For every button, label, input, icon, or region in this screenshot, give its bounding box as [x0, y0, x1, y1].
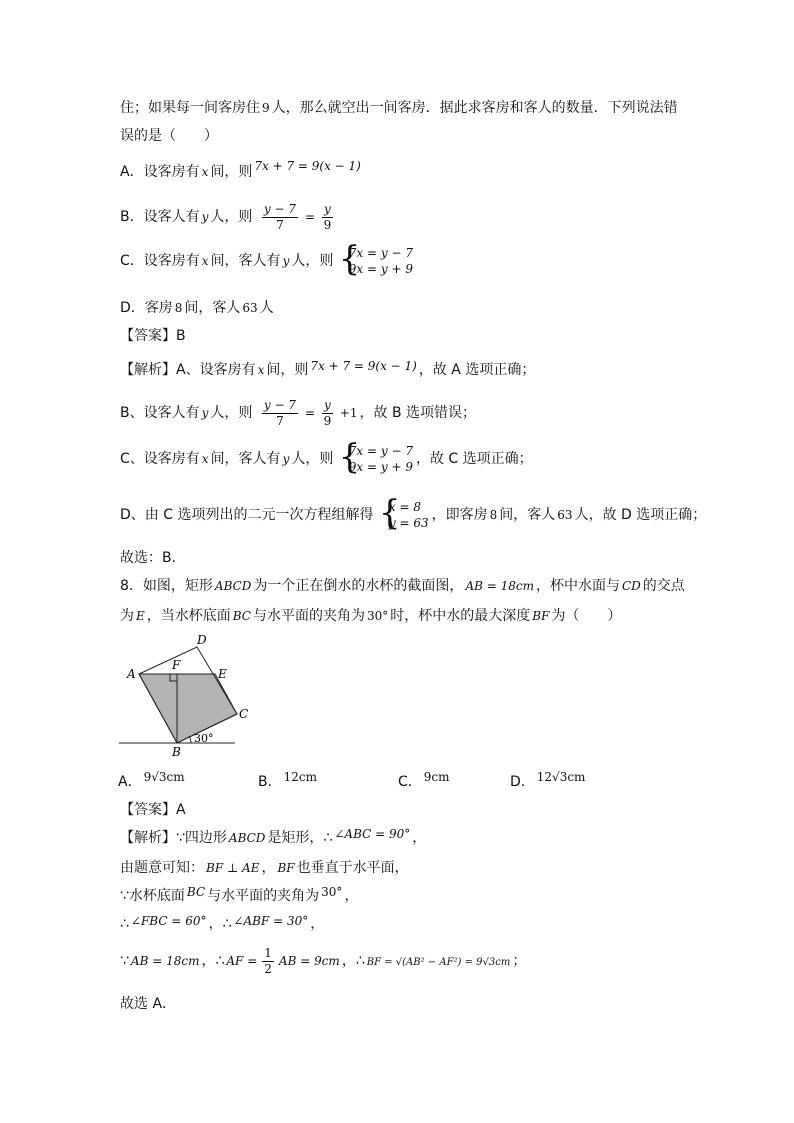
text: 住；如果每一间客房住 — [120, 100, 260, 116]
var: BC — [232, 609, 251, 623]
text: 为（ ） — [551, 608, 622, 624]
text: ， — [412, 830, 427, 846]
var: x — [257, 363, 265, 377]
text: ∴ — [120, 916, 129, 932]
text: 间，则 — [266, 362, 309, 378]
text: ∵水杯底面 — [120, 888, 185, 904]
text: 与水平面的夹角为 — [253, 608, 365, 624]
label-f: F — [172, 658, 181, 672]
number: 8 — [174, 301, 183, 315]
q8-choose — [120, 994, 176, 1014]
var: CD — [621, 579, 641, 593]
value: 12√3cm — [536, 770, 586, 784]
water-region — [139, 674, 237, 743]
text: 间，客人 — [184, 300, 241, 316]
q8-line2 — [120, 606, 621, 626]
var: y — [282, 254, 290, 268]
q7-line1 — [120, 98, 678, 118]
angle: 30° — [367, 609, 389, 623]
numerator: y — [324, 397, 331, 412]
numerator: y − 7 — [263, 397, 296, 412]
q7-explain-d — [120, 498, 706, 532]
q7-option-b — [120, 200, 338, 234]
text: ， — [310, 916, 325, 932]
text: 间，客人有 — [210, 451, 281, 467]
equation: AB = 18cm — [130, 954, 200, 968]
text: C． — [398, 774, 422, 790]
equation: { 7x = y − 7 — [348, 444, 413, 458]
text: D．客房 — [120, 300, 173, 316]
text: A． — [118, 774, 142, 790]
equation: ∠ABC = 90° — [334, 827, 411, 841]
fraction — [262, 946, 274, 977]
numerator: 1 — [264, 945, 272, 960]
label-e: E — [218, 667, 227, 681]
q8-option-c — [398, 772, 452, 792]
text: 8．如图，矩形 — [120, 578, 213, 594]
text: D、由 C 选项列出的二元一次方程组解得 — [120, 507, 374, 523]
numerator: y − 7 — [263, 201, 296, 216]
equation: 9x = y + 9 — [348, 460, 413, 474]
text: ，故 C 选项正确； — [415, 451, 533, 467]
q8-solution-2 — [120, 858, 409, 878]
equation: { x = 8 — [388, 500, 422, 514]
q8-solution-3 — [120, 886, 358, 906]
text: 故选：B． — [120, 550, 186, 566]
plus-one: +1 — [339, 406, 358, 420]
text: 人 — [259, 300, 274, 316]
text: 时，杯中水的最大深度 — [390, 608, 531, 624]
equals: = — [304, 210, 316, 224]
value: 9cm — [423, 770, 450, 784]
q8-line1 — [120, 576, 685, 596]
q8-option-a — [118, 772, 187, 792]
var: ABCD — [214, 579, 252, 593]
label-angle: 30° — [194, 732, 214, 745]
text: 人，那么就空出一间客房．据此求客房和客人的数量．下列说法错 — [271, 100, 678, 116]
var: BF — [277, 861, 295, 875]
text: ，∴ — [201, 953, 225, 969]
q7-answer — [120, 326, 186, 346]
equation: 7x + 7 = 9(x − 1) — [254, 159, 361, 173]
number: 63 — [242, 301, 258, 315]
equation: ∠ABF = 30° — [233, 914, 309, 928]
text: ，故 A 选项正确； — [418, 362, 536, 378]
text: C．设客房有 — [120, 253, 200, 269]
q8-option-b — [258, 772, 319, 792]
equation-system — [341, 443, 413, 475]
denominator: 7 — [276, 217, 284, 232]
equation: ∠FBC = 60° — [130, 914, 207, 928]
text: 人，则 — [210, 405, 253, 421]
text: D． — [510, 774, 535, 790]
text: 为 — [120, 608, 134, 624]
solution-system — [381, 499, 429, 531]
text: C、设客房有 — [120, 451, 200, 467]
text: ， — [344, 888, 359, 904]
equation: 7x + 7 = 9(x − 1) — [310, 359, 417, 373]
text: ； — [512, 953, 527, 969]
q7-explain-b — [120, 396, 476, 430]
text: ， — [261, 860, 276, 876]
value: 12cm — [283, 770, 317, 784]
text: 由题意可知： — [120, 860, 204, 876]
text: 与水平面的夹角为 — [207, 888, 320, 904]
text: ，当水杯底面 — [146, 608, 231, 624]
text: 人，则 — [210, 209, 253, 225]
var: BF — [532, 609, 550, 623]
equation: AF = — [226, 954, 258, 968]
number: 8 — [489, 508, 498, 522]
numerator: y — [324, 201, 331, 216]
number: 9 — [262, 101, 270, 115]
q7-option-c — [120, 244, 416, 278]
var: E — [136, 609, 145, 623]
q8-option-d — [510, 772, 587, 792]
text: 【解析】A、设客房有 — [120, 362, 256, 378]
var: y — [282, 452, 290, 466]
text: ，即客房 — [431, 507, 488, 523]
var: x — [201, 165, 209, 179]
denominator: 2 — [264, 961, 272, 976]
text: 误的是（ ） — [120, 128, 218, 144]
var: y — [201, 406, 209, 420]
angle: 30° — [321, 885, 343, 899]
text: 间，客人有 — [210, 253, 281, 269]
text: 的交点 — [642, 578, 685, 594]
q7-option-a — [120, 159, 363, 182]
text: 间，则 — [210, 164, 253, 180]
var: ABCD — [228, 831, 266, 845]
text: ，杯中水面与 — [535, 578, 620, 594]
angle-arc — [189, 736, 191, 743]
q7-explain-c — [120, 442, 533, 476]
text: B．设客人有 — [120, 209, 200, 225]
fraction — [260, 202, 300, 233]
denominator: 7 — [276, 413, 284, 428]
equals: = — [304, 406, 316, 420]
answer: 【答案】B — [120, 328, 186, 344]
equation-system — [341, 245, 413, 277]
equation: BF = √(AB² − AF²) = 9√3cm — [366, 957, 511, 968]
q8-solution-1 — [120, 828, 426, 848]
denominator: 9 — [323, 217, 332, 232]
text: 人，则 — [291, 253, 334, 269]
fraction — [320, 398, 335, 429]
text: A．设客房有 — [120, 164, 200, 180]
q7-line2 — [120, 126, 218, 146]
text: B． — [258, 774, 282, 790]
text: ，∴ — [341, 953, 365, 969]
equation: AB = 9cm — [278, 954, 340, 968]
answer: 【答案】A — [120, 802, 186, 818]
text: ，∴ — [208, 916, 232, 932]
value: 9√3cm — [143, 770, 185, 784]
equation: { 7x = y − 7 — [348, 246, 413, 260]
number: 63 — [557, 508, 573, 522]
label-c: C — [239, 707, 249, 721]
text: 是矩形，∴ — [267, 830, 333, 846]
text: 为一个正在倒水的水杯的截面图， — [253, 578, 464, 594]
var: y — [201, 210, 209, 224]
label-d: D — [197, 633, 207, 647]
q7-option-d — [120, 298, 274, 318]
var: x — [201, 254, 209, 268]
text: 人，故 D 选项正确； — [574, 507, 707, 523]
equation: 9x = y + 9 — [348, 262, 413, 276]
fraction — [260, 398, 300, 429]
q8-solution-4 — [120, 914, 324, 934]
cup-cross-section-figure — [115, 632, 255, 762]
text: 【解析】∵四边形 — [120, 830, 227, 846]
equation: BF ⊥ AE — [206, 861, 260, 875]
text: 故选 A． — [120, 996, 177, 1012]
equation: y = 63 — [388, 516, 429, 530]
equation: AB = 18cm — [465, 579, 534, 593]
text: 也垂直于水平面， — [296, 860, 409, 876]
var: x — [201, 452, 209, 466]
q7-choose — [120, 548, 186, 568]
label-a: A — [127, 667, 136, 681]
q8-answer — [120, 800, 186, 820]
fraction — [320, 202, 335, 233]
text: 人，则 — [291, 451, 334, 467]
q7-explain-a — [120, 360, 535, 380]
text: ∵ — [120, 953, 129, 969]
var: BC — [186, 885, 206, 899]
text: ，故 B 选项错误； — [359, 405, 477, 421]
q8-solution-5 — [120, 944, 526, 980]
denominator: 9 — [323, 413, 332, 428]
text: B、设客人有 — [120, 405, 200, 421]
text: 间，客人 — [499, 507, 556, 523]
label-b: B — [172, 745, 181, 759]
